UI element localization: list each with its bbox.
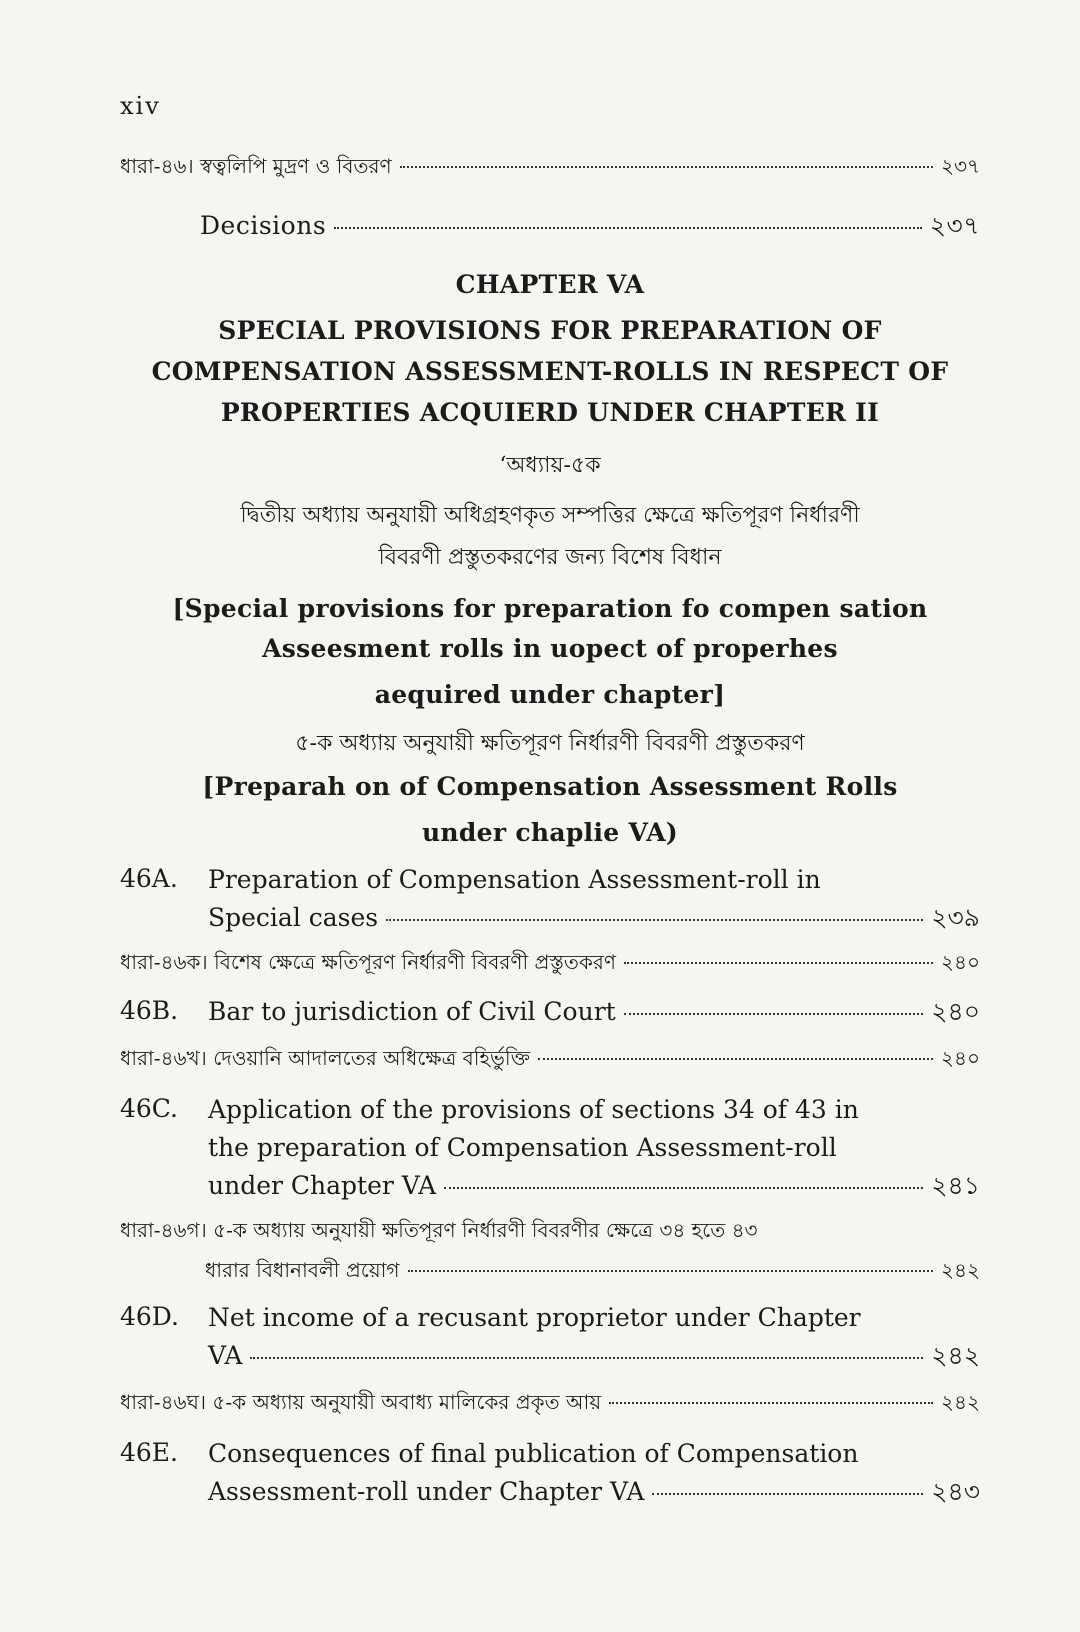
toc-page-ref: ২৪১ [931,1171,980,1200]
toc-page-ref: ২৪৩ [931,1477,980,1506]
chapter-title: CHAPTER VA [455,270,645,299]
toc-entry-label: ধারা-৪৬খ। দেওয়ানি আদালতের অধিক্ষেত্র বহির্ভুক্তি [120,1046,531,1070]
toc-page-ref: ২৩৭ [929,211,980,240]
toc-entry-text: Assessment-roll under Chapter VA [208,1477,645,1506]
bracket-heading-line: [Preparah on of Compensation Assessment Rolls [202,772,898,801]
toc-entry-46a [208,861,980,937]
toc-entry-46a-bn [120,948,980,981]
toc-entry-text: Consequences of final publication of Compensation [208,1439,859,1468]
toc-entry-46d-bn [120,1388,980,1421]
toc-entry-46b-bn [120,1044,980,1077]
leader-dots [386,919,923,921]
section-code: 46D. [120,1302,179,1331]
toc-entry-46b [208,993,980,1031]
toc-page-ref: ২৪২ [941,1258,980,1282]
leader-dots [609,1402,933,1404]
toc-page-ref: ২৪০ [941,950,980,974]
toc-entry-46c-bn-cont [205,1256,980,1289]
toc-page-ref: ২৪০ [931,997,980,1026]
toc-entry-decisions [200,206,980,249]
toc-entry-text: Special cases [208,903,379,932]
toc-entry-text: Application of the provisions of sections 34 of 43 in [208,1095,859,1124]
toc-entry-46e [208,1435,980,1511]
chapter-heading-line: SPECIAL PROVISIONS FOR PREPARATION OF [218,316,882,345]
bracket-heading-line: Asseesment rolls in uopect of properhes [262,634,838,663]
toc-entry-label: ধারা-৪৬ক। বিশেষ ক্ষেত্রে ক্ষতিপূরণ নির্ধারণী বিবরণী প্রস্তুতকরণ [120,950,616,974]
toc-entry-label: ধারা-৪৬। স্বত্বলিপি মুদ্রণ ও বিতরণ [120,154,392,178]
toc-page-ref: ২৪২ [941,1390,980,1414]
toc-entry-text: Net income of a recusant proprietor under Chapter [208,1303,861,1332]
toc-entry-label: ধারার বিধানাবলী প্রয়োগ [205,1258,400,1282]
toc-entry-text: Bar to jurisdiction of Civil Court [208,997,616,1026]
bracket-heading-line: aequired under chapter] [374,680,726,709]
toc-entry-46 [120,152,980,185]
leader-dots [444,1187,923,1189]
page-number: xiv [120,92,161,120]
leader-dots [408,1270,933,1272]
toc-entry-46c [208,1091,980,1205]
bengali-chapter-title: ‘অধ্যায়-৫ক [499,453,601,478]
toc-entry-text: the preparation of Compensation Assessment-roll [208,1133,837,1162]
leader-dots [538,1058,933,1060]
leader-dots [334,227,922,229]
leader-dots [624,1013,924,1015]
toc-entry-label: Decisions [200,211,327,240]
leader-dots [400,166,933,168]
section-code: 46A. [120,864,178,893]
toc-entry-text: Preparation of Compensation Assessment-roll in [208,865,821,894]
toc-entry-46c-bn [120,1216,980,1249]
toc-entry-label: ধারা-৪৬ঘ। ৫-ক অধ্যায় অনুযায়ী অবাধ্য মালিকের প্রকৃত আয় [120,1390,602,1414]
bengali-heading-line: বিবরণী প্রস্তুতকরণের জন্য বিশেষ বিধান [378,545,722,570]
chapter-heading-line: PROPERTIES ACQUIERD UNDER CHAPTER II [220,398,880,427]
toc-page-ref: ২৩৯ [931,903,980,932]
toc-page-ref: ২৩৭ [940,154,980,178]
toc-entry-text: under Chapter VA [208,1171,437,1200]
toc-page-ref: ২৪০ [941,1046,980,1070]
leader-dots [652,1493,923,1495]
toc-entry-text: VA [208,1341,243,1370]
section-code: 46C. [120,1094,178,1123]
bracket-heading-line: [Special provisions for preparation fo compen sation [172,594,928,623]
toc-entry-46d [208,1299,980,1375]
section-code: 46E. [120,1438,179,1467]
bengali-subheading: ৫-ক অধ্যায় অনুযায়ী ক্ষতিপূরণ নির্ধারণী বিবরণী প্রস্তুতকরণ [295,731,805,756]
chapter-heading-line: COMPENSATION ASSESSMENT-ROLLS IN RESPECT OF [151,357,949,386]
leader-dots [250,1357,923,1359]
bracket-heading-line: under chaplie VA) [421,818,679,847]
toc-entry-label: ধারা-৪৬গ। ৫-ক অধ্যায় অনুযায়ী ক্ষতিপূরণ নির্ধারণী বিবরণীর ক্ষেত্রে ৩৪ হতে ৪৩ [120,1218,758,1242]
leader-dots [624,962,933,964]
bengali-heading-line: দ্বিতীয় অধ্যায় অনুযায়ী অধিগ্রহণকৃত সম্পত্তির ক্ষেত্রে ক্ষতিপূরণ নির্ধারণী [240,503,860,528]
toc-page-ref: ২৪২ [931,1341,980,1370]
section-code: 46B. [120,996,179,1025]
